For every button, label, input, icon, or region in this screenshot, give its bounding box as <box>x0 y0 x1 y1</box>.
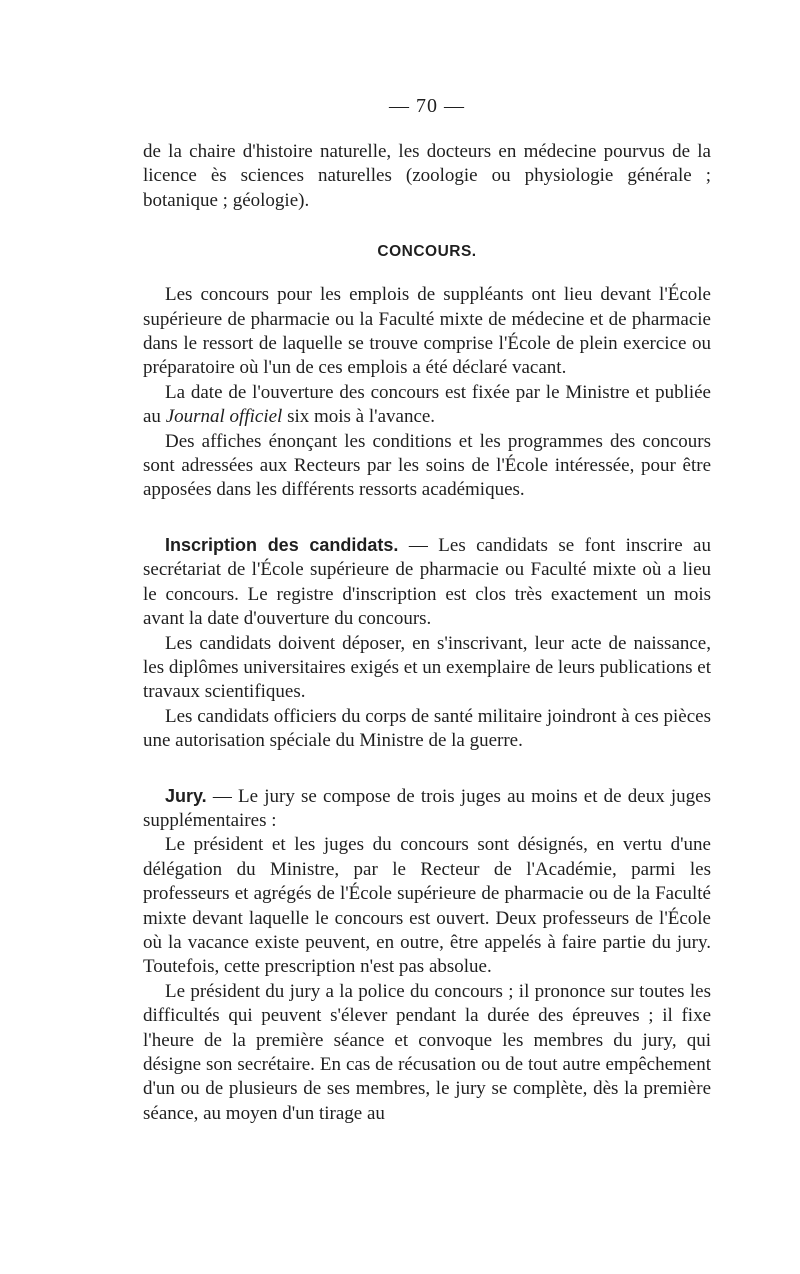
jury-paragraph-3: Le président du jury a la police du concours ; il prononce sur toutes les difficultés qui peuvent s'élever pendant la durée des épreuves ; il fixe l'heure de la première séance et convoque les membres du jury, qui désigne son secrétaire. En cas de récusation ou de tout autre empêchement d'un ou de plusieurs de ses membres, le jury se complète, dès la première séance, au moyen d'un tirage au <box>143 980 711 1124</box>
inscription-paragraph-2: Les candidats doivent déposer, en s'inscrivant, leur acte de naissance, les diplômes universitaires exigés et un exemplaire de leurs publications et travaux scientifiques. <box>143 632 711 703</box>
inscription-title: Inscription des candidats. <box>165 534 399 555</box>
concours-paragraph-1: Les concours pour les emplois de suppléants ont lieu devant l'École supérieure de pharmacie ou la Faculté mixte de médecine et de pharmacie dans le ressort de laquelle se trouve comprise l'École de plein exercice ou préparatoire où l'un de ces emplois a été déclaré vacant. <box>143 284 711 379</box>
page-number: — 70 — <box>389 95 465 117</box>
date-text-before: La date de l'ouverture des concours est fixée par le Ministre et publiée au <box>143 381 711 428</box>
inscription-paragraph-3: Les candidats officiers du corps de santé militaire joindront à ces pièces une autorisation spéciale du Ministre de la guerre. <box>143 705 711 752</box>
concours-paragraph-3: Des affiches énonçant les conditions et les programmes des concours sont adressées aux Recteurs par les soins de l'École intéressée, pour être apposées dans les différents ressorts académiques. <box>143 430 711 501</box>
inscription-first-text: — Les candidats se font inscrire au secrétariat de l'École supérieure de pharmacie ou Faculté mixte où a lieu le concours. Le registre d'inscription est clos très exactement un mois avant la date d'ouverture du concours. <box>143 534 711 630</box>
jury-paragraph-1 <box>143 784 711 834</box>
inscription-paragraph-1 <box>143 533 711 632</box>
date-text-after: six mois à l'avance. <box>282 406 436 428</box>
journal-officiel: Journal officiel <box>165 406 283 428</box>
jury-title: Jury. <box>165 785 207 806</box>
jury-first-text: — Le jury se compose de trois juges au moins et de deux juges supplémentaires : <box>143 785 711 831</box>
intro-paragraph: de la chaire d'histoire naturelle, les docteurs en médecine pourvus de la licence ès sciences naturelles (zoologie ou physiologie générale ; botanique ; géologie). <box>143 141 711 211</box>
concours-heading: CONCOURS. <box>377 243 477 261</box>
jury-paragraph-2: Le président et les juges du concours sont désignés, en vertu d'une délégation du Ministre, par le Recteur de l'Académie, parmi les professeurs et agrégés de l'École supérieure de pharmacie ou de la Faculté mixte devant laquelle le concours est ouvert. Deux professeurs de l'École où la vacance existe peuvent, en outre, être appelés à faire partie du jury. Toutefois, cette prescription n'est pas absolue. <box>143 834 711 978</box>
text-column <box>143 95 711 1126</box>
concours-paragraph-2 <box>143 381 711 430</box>
